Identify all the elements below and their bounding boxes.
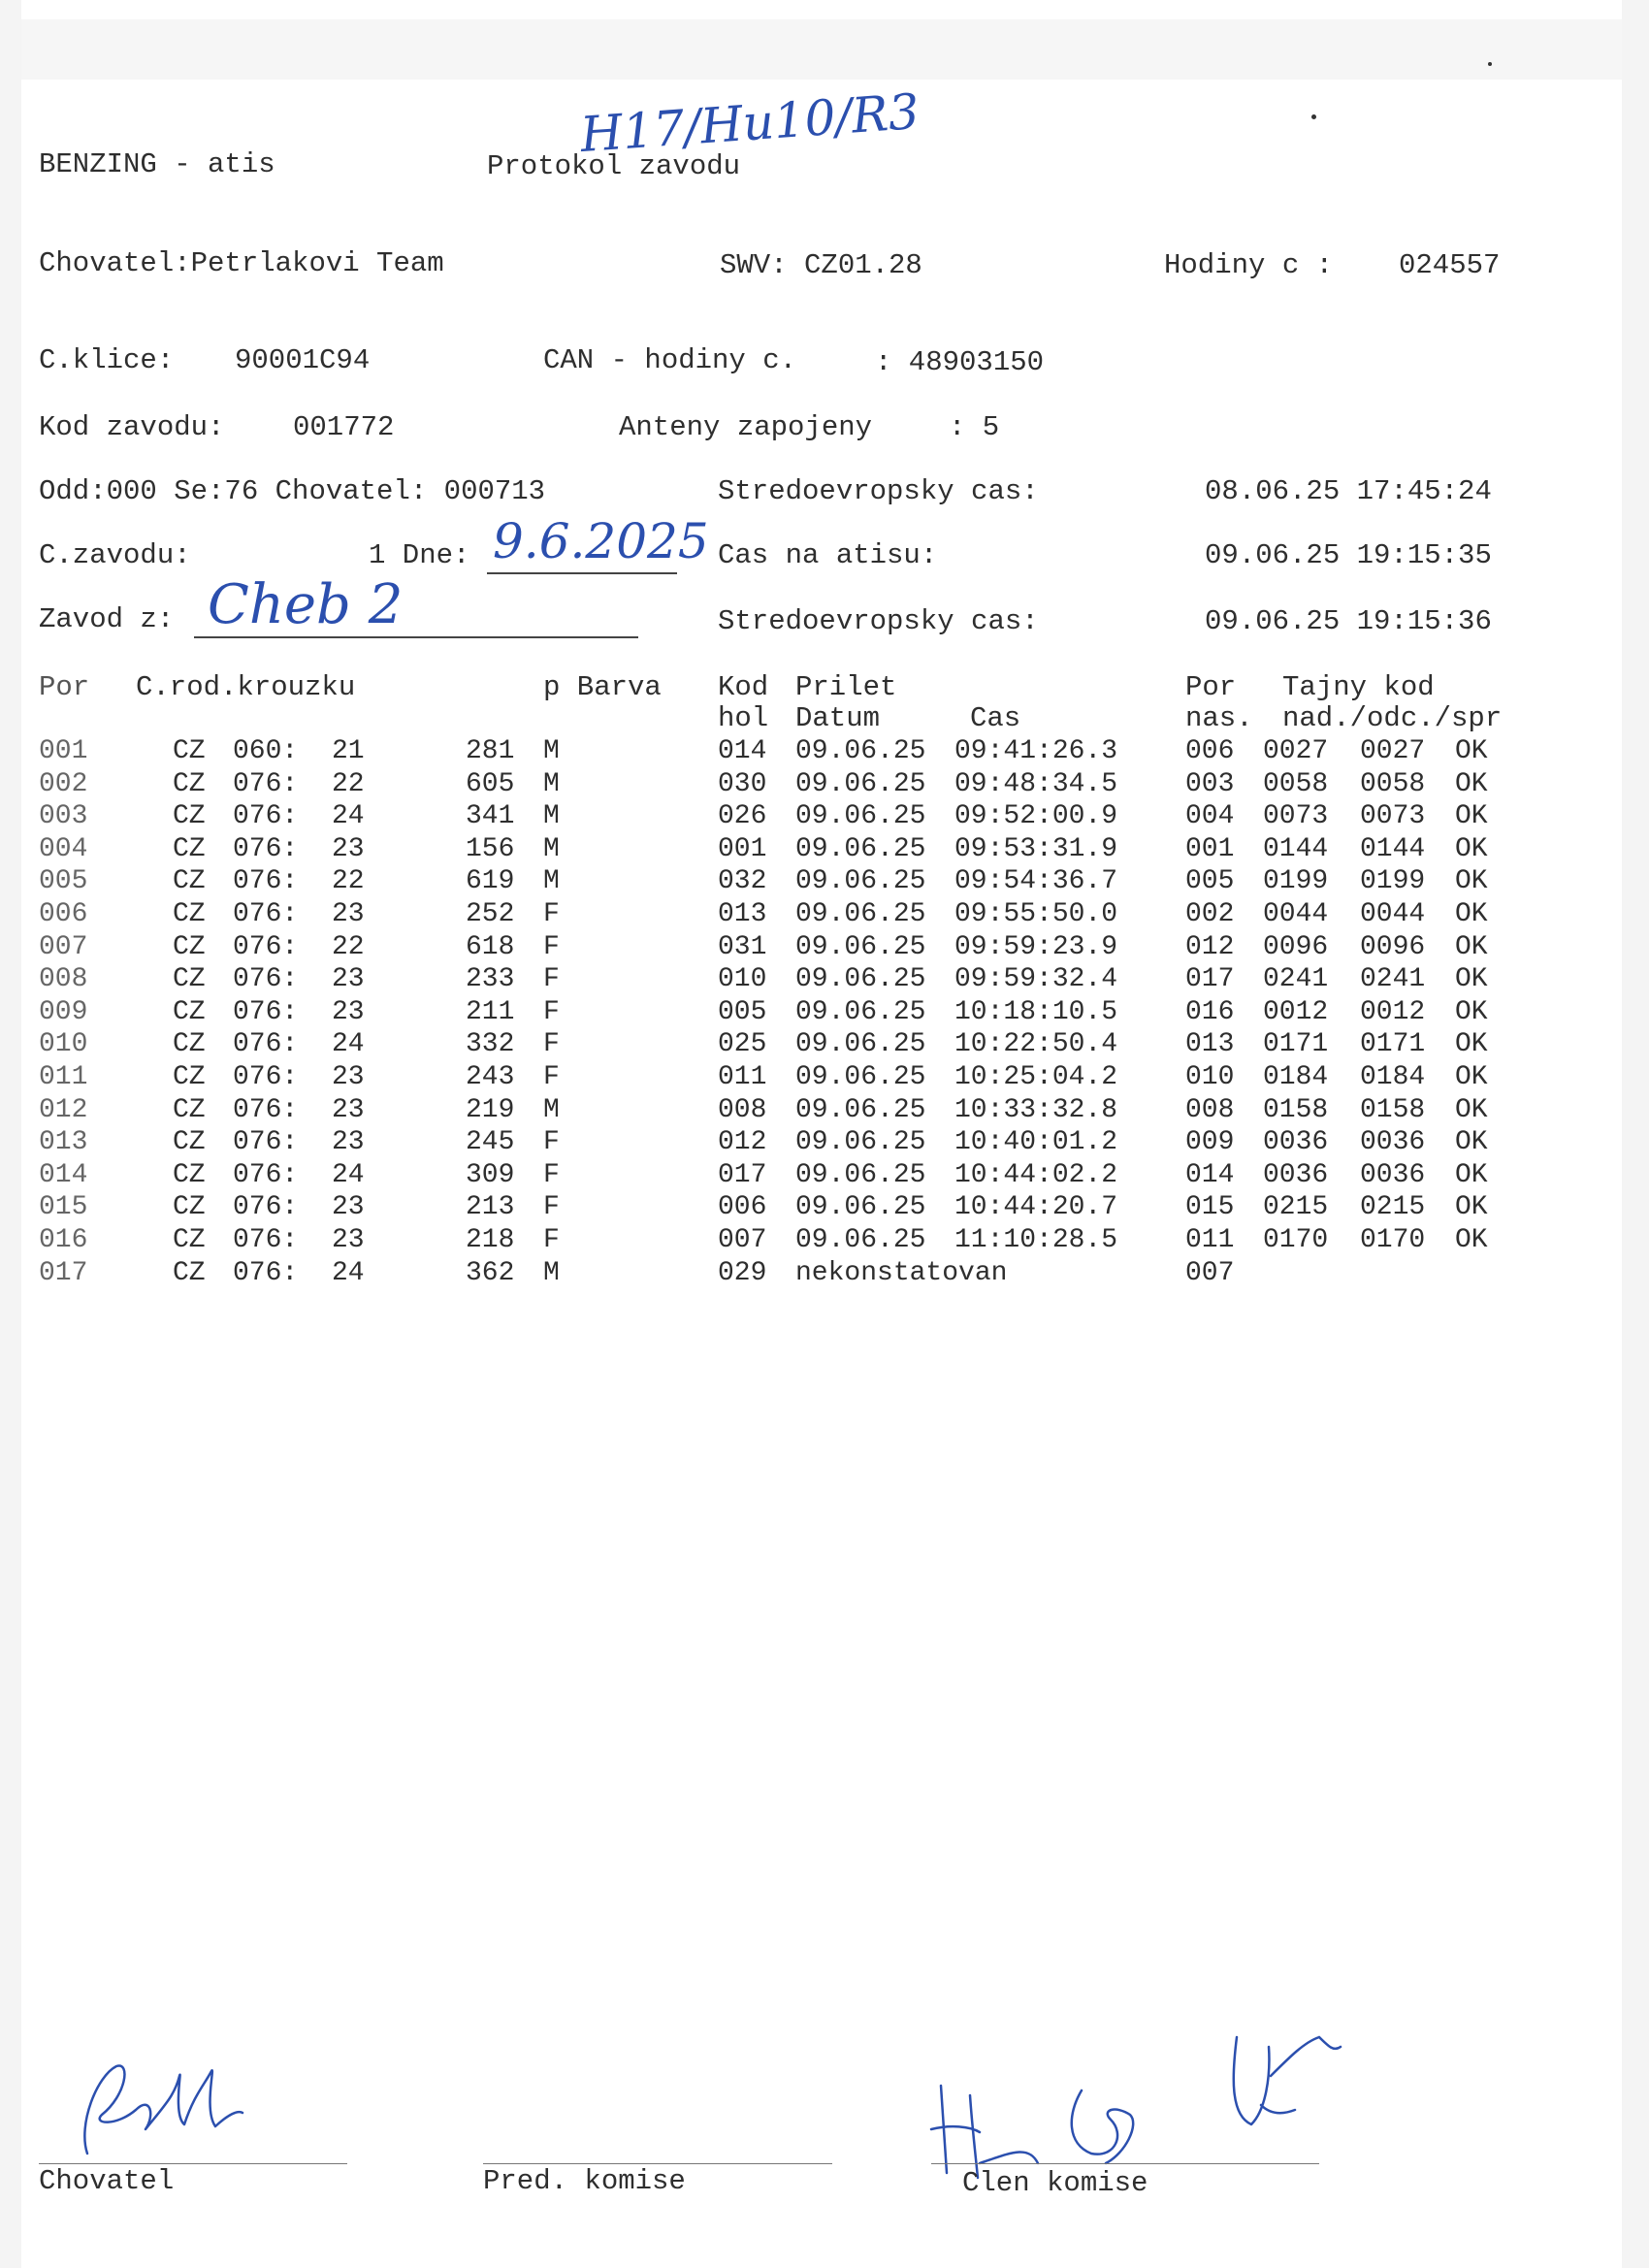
cell-secret-code-basket: 0199 bbox=[1263, 866, 1329, 897]
cell-country: CZ bbox=[173, 1029, 206, 1060]
cell-position: 007 bbox=[39, 931, 88, 962]
cell-club-number: 076: bbox=[233, 801, 299, 832]
cell-secret-code-clock: 0215 bbox=[1360, 1192, 1426, 1223]
cell-secret-code-basket: 0012 bbox=[1263, 996, 1329, 1027]
race-code-label: Kod zavodu: bbox=[39, 411, 225, 443]
member-signature-line bbox=[931, 2163, 1319, 2164]
cell-club-number: 076: bbox=[233, 1192, 299, 1223]
cell-country: CZ bbox=[173, 1159, 206, 1190]
antennas-count: : 5 bbox=[949, 411, 1000, 443]
col-header-datum: Datum bbox=[795, 702, 881, 734]
cell-ring-number: 233 bbox=[466, 964, 515, 995]
race-code-number: 001772 bbox=[293, 411, 395, 443]
cell-clock-code: 029 bbox=[718, 1257, 767, 1288]
table-row bbox=[0, 768, 1591, 801]
cell-clock-code: 010 bbox=[718, 964, 767, 995]
cell-secret-code-clock: 0044 bbox=[1360, 899, 1426, 929]
cell-arrival-time: 10:22:50.4 bbox=[954, 1029, 1118, 1060]
cell-position: 005 bbox=[39, 866, 88, 897]
cell-arrival-date: 09.06.25 bbox=[795, 801, 926, 832]
cell-secret-code-clock: 0184 bbox=[1360, 1062, 1426, 1092]
cell-basket-position: 014 bbox=[1185, 1159, 1235, 1190]
cell-secret-code-clock: 0170 bbox=[1360, 1225, 1426, 1255]
cell-secret-code-basket: 0036 bbox=[1263, 1127, 1329, 1158]
cell-club-number: 076: bbox=[233, 899, 299, 929]
cell-check-status: OK bbox=[1455, 1159, 1488, 1190]
cell-country: CZ bbox=[173, 833, 206, 864]
cell-arrival-date: 09.06.25 bbox=[795, 833, 926, 864]
cell-arrival-date: 09.06.25 bbox=[795, 1029, 926, 1060]
cell-country: CZ bbox=[173, 931, 206, 962]
col-header-ring: C.rod.krouzku bbox=[136, 671, 356, 703]
cell-club-number: 076: bbox=[233, 1127, 299, 1158]
cell-basket-position: 010 bbox=[1185, 1062, 1235, 1092]
cell-arrival-time: 09:52:00.9 bbox=[954, 801, 1118, 832]
commission-signatures bbox=[922, 2018, 1358, 2183]
clock-label: Hodiny c : bbox=[1164, 249, 1334, 281]
col-header-por-nas: Por bbox=[1185, 671, 1237, 703]
cell-arrival-date: 09.06.25 bbox=[795, 1062, 926, 1092]
cell-year: 23 bbox=[332, 899, 365, 929]
col-header-secret-code: Tajny kod bbox=[1282, 671, 1435, 703]
results-table bbox=[0, 735, 1649, 1298]
cell-ring-number: 156 bbox=[466, 833, 515, 864]
cell-secret-code-basket: 0036 bbox=[1263, 1159, 1329, 1190]
breeder-line: Chovatel:Petrlakovi Team bbox=[39, 247, 444, 279]
cell-country: CZ bbox=[173, 1127, 206, 1158]
col-header-prilet: Prilet bbox=[795, 671, 897, 703]
cell-secret-code-clock: 0036 bbox=[1360, 1159, 1426, 1190]
table-row bbox=[0, 898, 1591, 931]
col-header-nad-odc-spr: nad./odc./spr bbox=[1282, 702, 1503, 734]
cell-country: CZ bbox=[173, 768, 206, 799]
cell-position: 011 bbox=[39, 1062, 88, 1092]
cell-ring-number: 219 bbox=[466, 1094, 515, 1125]
cell-sex: M bbox=[543, 866, 560, 897]
cell-clock-code: 011 bbox=[718, 1062, 767, 1092]
cell-year: 23 bbox=[332, 1094, 365, 1125]
date-underline bbox=[487, 572, 677, 574]
cell-ring-number: 309 bbox=[466, 1159, 515, 1190]
cell-ring-number: 211 bbox=[466, 996, 515, 1027]
cell-club-number: 076: bbox=[233, 768, 299, 799]
table-row bbox=[0, 1191, 1591, 1224]
clock-number: 024557 bbox=[1399, 249, 1501, 281]
cell-country: CZ bbox=[173, 1225, 206, 1255]
cell-ring-number: 281 bbox=[466, 736, 515, 766]
cell-arrival-time: 10:40:01.2 bbox=[954, 1127, 1118, 1158]
cell-arrival-date: 09.06.25 bbox=[795, 1192, 926, 1223]
cell-sex: F bbox=[543, 931, 560, 962]
cell-sex: M bbox=[543, 1094, 560, 1125]
cell-secret-code-clock: 0096 bbox=[1360, 931, 1426, 962]
section-breeder-line: Odd:000 Se:76 Chovatel: 000713 bbox=[39, 475, 546, 507]
cell-year: 24 bbox=[332, 1029, 365, 1060]
handwritten-release-place: Cheb 2 bbox=[208, 573, 404, 636]
cell-check-status: OK bbox=[1455, 1192, 1488, 1223]
table-row bbox=[0, 1061, 1591, 1094]
cell-year: 23 bbox=[332, 833, 365, 864]
table-row bbox=[0, 996, 1591, 1029]
swv-version: SWV: CZ01.28 bbox=[720, 249, 922, 281]
cell-ring-number: 605 bbox=[466, 768, 515, 799]
cell-country: CZ bbox=[173, 899, 206, 929]
cell-position: 017 bbox=[39, 1257, 88, 1288]
cell-check-status: OK bbox=[1455, 931, 1488, 962]
table-row bbox=[0, 931, 1591, 964]
cell-clock-code: 014 bbox=[718, 736, 767, 766]
col-header-hol: hol bbox=[718, 702, 769, 734]
table-row bbox=[0, 800, 1591, 833]
cell-basket-position: 009 bbox=[1185, 1127, 1235, 1158]
page-title: Protokol zavodu bbox=[487, 150, 741, 182]
cell-position: 002 bbox=[39, 768, 88, 799]
key-number: 90001C94 bbox=[235, 344, 371, 376]
cell-basket-position: 016 bbox=[1185, 996, 1235, 1027]
release-place-label: Zavod z: bbox=[39, 603, 175, 635]
cell-arrival-date: 09.06.25 bbox=[795, 1127, 926, 1158]
cell-position: 013 bbox=[39, 1127, 88, 1158]
cell-ring-number: 245 bbox=[466, 1127, 515, 1158]
cell-secret-code-basket: 0027 bbox=[1263, 736, 1329, 766]
cell-country: CZ bbox=[173, 1192, 206, 1223]
cell-check-status: OK bbox=[1455, 964, 1488, 995]
cell-basket-position: 006 bbox=[1185, 736, 1235, 766]
cell-position: 008 bbox=[39, 964, 88, 995]
cell-clock-code: 006 bbox=[718, 1192, 767, 1223]
cell-arrival-date: 09.06.25 bbox=[795, 866, 926, 897]
cell-basket-position: 012 bbox=[1185, 931, 1235, 962]
cell-secret-code-basket: 0058 bbox=[1263, 768, 1329, 799]
cell-secret-code-clock: 0241 bbox=[1360, 964, 1426, 995]
cell-ring-number: 362 bbox=[466, 1257, 515, 1288]
can-number: : 48903150 bbox=[875, 346, 1045, 378]
breeder-signature-line bbox=[39, 2163, 347, 2164]
key-label: C.klice: bbox=[39, 344, 175, 376]
can-label: CAN - hodiny c. bbox=[543, 344, 797, 376]
table-row bbox=[0, 1028, 1591, 1061]
cell-secret-code-clock: 0158 bbox=[1360, 1094, 1426, 1125]
cell-sex: F bbox=[543, 1029, 560, 1060]
cell-arrival-time: 10:25:04.2 bbox=[954, 1062, 1118, 1092]
cell-basket-position: 007 bbox=[1185, 1257, 1235, 1288]
cet-value: 09.06.25 19:15:36 bbox=[1205, 605, 1492, 637]
cell-country: CZ bbox=[173, 1257, 206, 1288]
chairman-signature-label: Pred. komise bbox=[483, 2165, 686, 2197]
cell-check-status: OK bbox=[1455, 1127, 1488, 1158]
cell-sex: M bbox=[543, 736, 560, 766]
atis-time-label: Cas na atisu: bbox=[718, 539, 938, 571]
cell-year: 21 bbox=[332, 736, 365, 766]
cell-secret-code-clock: 0171 bbox=[1360, 1029, 1426, 1060]
col-header-kod: Kod bbox=[718, 671, 769, 703]
cell-secret-code-basket: 0144 bbox=[1263, 833, 1329, 864]
cell-sex: F bbox=[543, 1062, 560, 1092]
cell-country: CZ bbox=[173, 1062, 206, 1092]
table-row bbox=[0, 1257, 1591, 1290]
cell-clock-code: 032 bbox=[718, 866, 767, 897]
cell-secret-code-basket: 0158 bbox=[1263, 1094, 1329, 1125]
cell-club-number: 076: bbox=[233, 1225, 299, 1255]
cell-position: 016 bbox=[39, 1225, 88, 1255]
cell-year: 24 bbox=[332, 1257, 365, 1288]
cell-arrival-time: 11:10:28.5 bbox=[954, 1225, 1118, 1255]
cell-arrival-time: 09:59:32.4 bbox=[954, 964, 1118, 995]
cell-arrival-date: 09.06.25 bbox=[795, 931, 926, 962]
cell-position: 010 bbox=[39, 1029, 88, 1060]
cell-sex: F bbox=[543, 964, 560, 995]
cell-sex: M bbox=[543, 833, 560, 864]
cell-secret-code-clock: 0199 bbox=[1360, 866, 1426, 897]
cell-country: CZ bbox=[173, 996, 206, 1027]
cell-ring-number: 332 bbox=[466, 1029, 515, 1060]
cell-year: 23 bbox=[332, 964, 365, 995]
cell-club-number: 076: bbox=[233, 1159, 299, 1190]
cell-sex: F bbox=[543, 1225, 560, 1255]
cell-position: 006 bbox=[39, 899, 88, 929]
cell-club-number: 076: bbox=[233, 931, 299, 962]
cell-clock-code: 005 bbox=[718, 996, 767, 1027]
cell-check-status: OK bbox=[1455, 1225, 1488, 1255]
cell-year: 23 bbox=[332, 1062, 365, 1092]
cell-arrival-time: 10:33:32.8 bbox=[954, 1094, 1118, 1125]
cell-year: 22 bbox=[332, 931, 365, 962]
cell-check-status: OK bbox=[1455, 768, 1488, 799]
col-header-sex-color: p Barva bbox=[543, 671, 662, 703]
cell-clock-code: 008 bbox=[718, 1094, 767, 1125]
cell-check-status: OK bbox=[1455, 801, 1488, 832]
race-number-label: C.zavodu: bbox=[39, 539, 191, 571]
cell-clock-code: 013 bbox=[718, 899, 767, 929]
cell-clock-code: 026 bbox=[718, 801, 767, 832]
cell-arrival-date: 09.06.25 bbox=[795, 899, 926, 929]
cell-basket-position: 011 bbox=[1185, 1225, 1235, 1255]
cell-sex: F bbox=[543, 1127, 560, 1158]
cell-basket-position: 015 bbox=[1185, 1192, 1235, 1223]
cell-check-status: OK bbox=[1455, 736, 1488, 766]
cet-label: Stredoevropsky cas: bbox=[718, 605, 1039, 637]
cell-basket-position: 013 bbox=[1185, 1029, 1235, 1060]
table-row bbox=[0, 1159, 1591, 1192]
scan-dot bbox=[1311, 114, 1316, 119]
cell-clock-code: 031 bbox=[718, 931, 767, 962]
table-row bbox=[0, 1094, 1591, 1127]
cet-label: Stredoevropsky cas: bbox=[718, 475, 1039, 507]
cell-year: 22 bbox=[332, 866, 365, 897]
cell-sex: F bbox=[543, 996, 560, 1027]
cell-secret-code-basket: 0073 bbox=[1263, 801, 1329, 832]
cell-ring-number: 243 bbox=[466, 1062, 515, 1092]
cell-check-status: OK bbox=[1455, 866, 1488, 897]
cell-secret-code-clock: 0073 bbox=[1360, 801, 1426, 832]
chairman-signature-line bbox=[483, 2163, 832, 2164]
cell-secret-code-basket: 0044 bbox=[1263, 899, 1329, 929]
cell-arrival-date: nekonstatovan bbox=[795, 1257, 1008, 1288]
cell-check-status: OK bbox=[1455, 899, 1488, 929]
cell-country: CZ bbox=[173, 1094, 206, 1125]
cell-secret-code-basket: 0170 bbox=[1263, 1225, 1329, 1255]
cell-secret-code-basket: 0096 bbox=[1263, 931, 1329, 962]
cell-arrival-date: 09.06.25 bbox=[795, 964, 926, 995]
cell-arrival-time: 10:44:02.2 bbox=[954, 1159, 1118, 1190]
scan-dot bbox=[1488, 62, 1492, 66]
cell-arrival-date: 09.06.25 bbox=[795, 996, 926, 1027]
cell-secret-code-clock: 0012 bbox=[1360, 996, 1426, 1027]
cell-arrival-time: 10:18:10.5 bbox=[954, 996, 1118, 1027]
cell-clock-code: 030 bbox=[718, 768, 767, 799]
cell-check-status: OK bbox=[1455, 1094, 1488, 1125]
cell-basket-position: 002 bbox=[1185, 899, 1235, 929]
antennas-label: Anteny zapojeny bbox=[619, 411, 873, 443]
cell-clock-code: 007 bbox=[718, 1225, 767, 1255]
cell-secret-code-basket: 0215 bbox=[1263, 1192, 1329, 1223]
brand-name: BENZING - atis bbox=[39, 148, 275, 180]
cell-position: 003 bbox=[39, 801, 88, 832]
cell-sex: M bbox=[543, 1257, 560, 1288]
cell-arrival-date: 09.06.25 bbox=[795, 1159, 926, 1190]
cell-secret-code-clock: 0027 bbox=[1360, 736, 1426, 766]
cell-basket-position: 001 bbox=[1185, 833, 1235, 864]
cell-position: 004 bbox=[39, 833, 88, 864]
cell-position: 001 bbox=[39, 736, 88, 766]
col-header-cas: Cas bbox=[970, 702, 1021, 734]
cell-clock-code: 017 bbox=[718, 1159, 767, 1190]
handwritten-date: 9.6.2025 bbox=[493, 513, 709, 569]
cell-club-number: 076: bbox=[233, 964, 299, 995]
cell-ring-number: 218 bbox=[466, 1225, 515, 1255]
cell-basket-position: 005 bbox=[1185, 866, 1235, 897]
cell-position: 015 bbox=[39, 1192, 88, 1223]
cell-arrival-time: 10:44:20.7 bbox=[954, 1192, 1118, 1223]
cell-club-number: 076: bbox=[233, 1094, 299, 1125]
cell-country: CZ bbox=[173, 736, 206, 766]
cell-secret-code-clock: 0058 bbox=[1360, 768, 1426, 799]
handwritten-race-code: H17/Hu10/R3 bbox=[578, 82, 922, 164]
table-row bbox=[0, 963, 1591, 996]
breeder-signature bbox=[58, 2057, 262, 2163]
cell-clock-code: 001 bbox=[718, 833, 767, 864]
cet-value: 08.06.25 17:45:24 bbox=[1205, 475, 1492, 507]
cell-arrival-time: 09:59:23.9 bbox=[954, 931, 1118, 962]
cell-year: 24 bbox=[332, 801, 365, 832]
cell-clock-code: 025 bbox=[718, 1029, 767, 1060]
cell-year: 23 bbox=[332, 1192, 365, 1223]
cell-sex: F bbox=[543, 1159, 560, 1190]
cell-arrival-date: 09.06.25 bbox=[795, 1094, 926, 1125]
cell-secret-code-clock: 0036 bbox=[1360, 1127, 1426, 1158]
cell-club-number: 076: bbox=[233, 1257, 299, 1288]
cell-check-status: OK bbox=[1455, 833, 1488, 864]
cell-position: 009 bbox=[39, 996, 88, 1027]
cell-secret-code-basket: 0241 bbox=[1263, 964, 1329, 995]
cell-position: 014 bbox=[39, 1159, 88, 1190]
cell-clock-code: 012 bbox=[718, 1127, 767, 1158]
cell-sex: F bbox=[543, 1192, 560, 1223]
cell-club-number: 076: bbox=[233, 833, 299, 864]
cell-basket-position: 004 bbox=[1185, 801, 1235, 832]
cell-sex: M bbox=[543, 801, 560, 832]
cell-ring-number: 213 bbox=[466, 1192, 515, 1223]
cell-year: 22 bbox=[332, 768, 365, 799]
atis-time-value: 09.06.25 19:15:35 bbox=[1205, 539, 1492, 571]
cell-arrival-date: 09.06.25 bbox=[795, 768, 926, 799]
cell-ring-number: 341 bbox=[466, 801, 515, 832]
cell-year: 23 bbox=[332, 996, 365, 1027]
race-number-value: 1 Dne: bbox=[369, 539, 470, 571]
cell-ring-number: 252 bbox=[466, 899, 515, 929]
cell-country: CZ bbox=[173, 866, 206, 897]
cell-basket-position: 008 bbox=[1185, 1094, 1235, 1125]
scan-margin-top bbox=[21, 19, 1622, 81]
table-row bbox=[0, 735, 1591, 768]
cell-club-number: 076: bbox=[233, 1062, 299, 1092]
col-header-por: Por bbox=[39, 671, 90, 703]
table-row bbox=[0, 865, 1591, 898]
cell-check-status: OK bbox=[1455, 1062, 1488, 1092]
cell-club-number: 076: bbox=[233, 996, 299, 1027]
cell-country: CZ bbox=[173, 964, 206, 995]
table-row bbox=[0, 833, 1591, 866]
cell-year: 23 bbox=[332, 1127, 365, 1158]
cell-club-number: 076: bbox=[233, 1029, 299, 1060]
cell-position: 012 bbox=[39, 1094, 88, 1125]
cell-arrival-time: 09:55:50.0 bbox=[954, 899, 1118, 929]
cell-check-status: OK bbox=[1455, 1029, 1488, 1060]
col-header-nas: nas. bbox=[1185, 702, 1253, 734]
cell-basket-position: 017 bbox=[1185, 964, 1235, 995]
table-row bbox=[0, 1224, 1591, 1257]
breeder-signature-label: Chovatel bbox=[39, 2165, 175, 2197]
cell-sex: F bbox=[543, 899, 560, 929]
table-row bbox=[0, 1126, 1591, 1159]
cell-year: 23 bbox=[332, 1225, 365, 1255]
cell-arrival-time: 09:41:26.3 bbox=[954, 736, 1118, 766]
cell-basket-position: 003 bbox=[1185, 768, 1235, 799]
cell-secret-code-basket: 0184 bbox=[1263, 1062, 1329, 1092]
cell-check-status: OK bbox=[1455, 996, 1488, 1027]
cell-secret-code-clock: 0144 bbox=[1360, 833, 1426, 864]
cell-club-number: 060: bbox=[233, 736, 299, 766]
cell-arrival-time: 09:54:36.7 bbox=[954, 866, 1118, 897]
cell-club-number: 076: bbox=[233, 866, 299, 897]
cell-arrival-time: 09:48:34.5 bbox=[954, 768, 1118, 799]
cell-country: CZ bbox=[173, 801, 206, 832]
cell-arrival-time: 09:53:31.9 bbox=[954, 833, 1118, 864]
cell-secret-code-basket: 0171 bbox=[1263, 1029, 1329, 1060]
cell-arrival-date: 09.06.25 bbox=[795, 1225, 926, 1255]
cell-ring-number: 619 bbox=[466, 866, 515, 897]
cell-year: 24 bbox=[332, 1159, 365, 1190]
cell-arrival-date: 09.06.25 bbox=[795, 736, 926, 766]
member-signature-label: Clen komise bbox=[962, 2167, 1148, 2199]
cell-ring-number: 618 bbox=[466, 931, 515, 962]
cell-sex: M bbox=[543, 768, 560, 799]
release-place-underline bbox=[194, 636, 638, 638]
